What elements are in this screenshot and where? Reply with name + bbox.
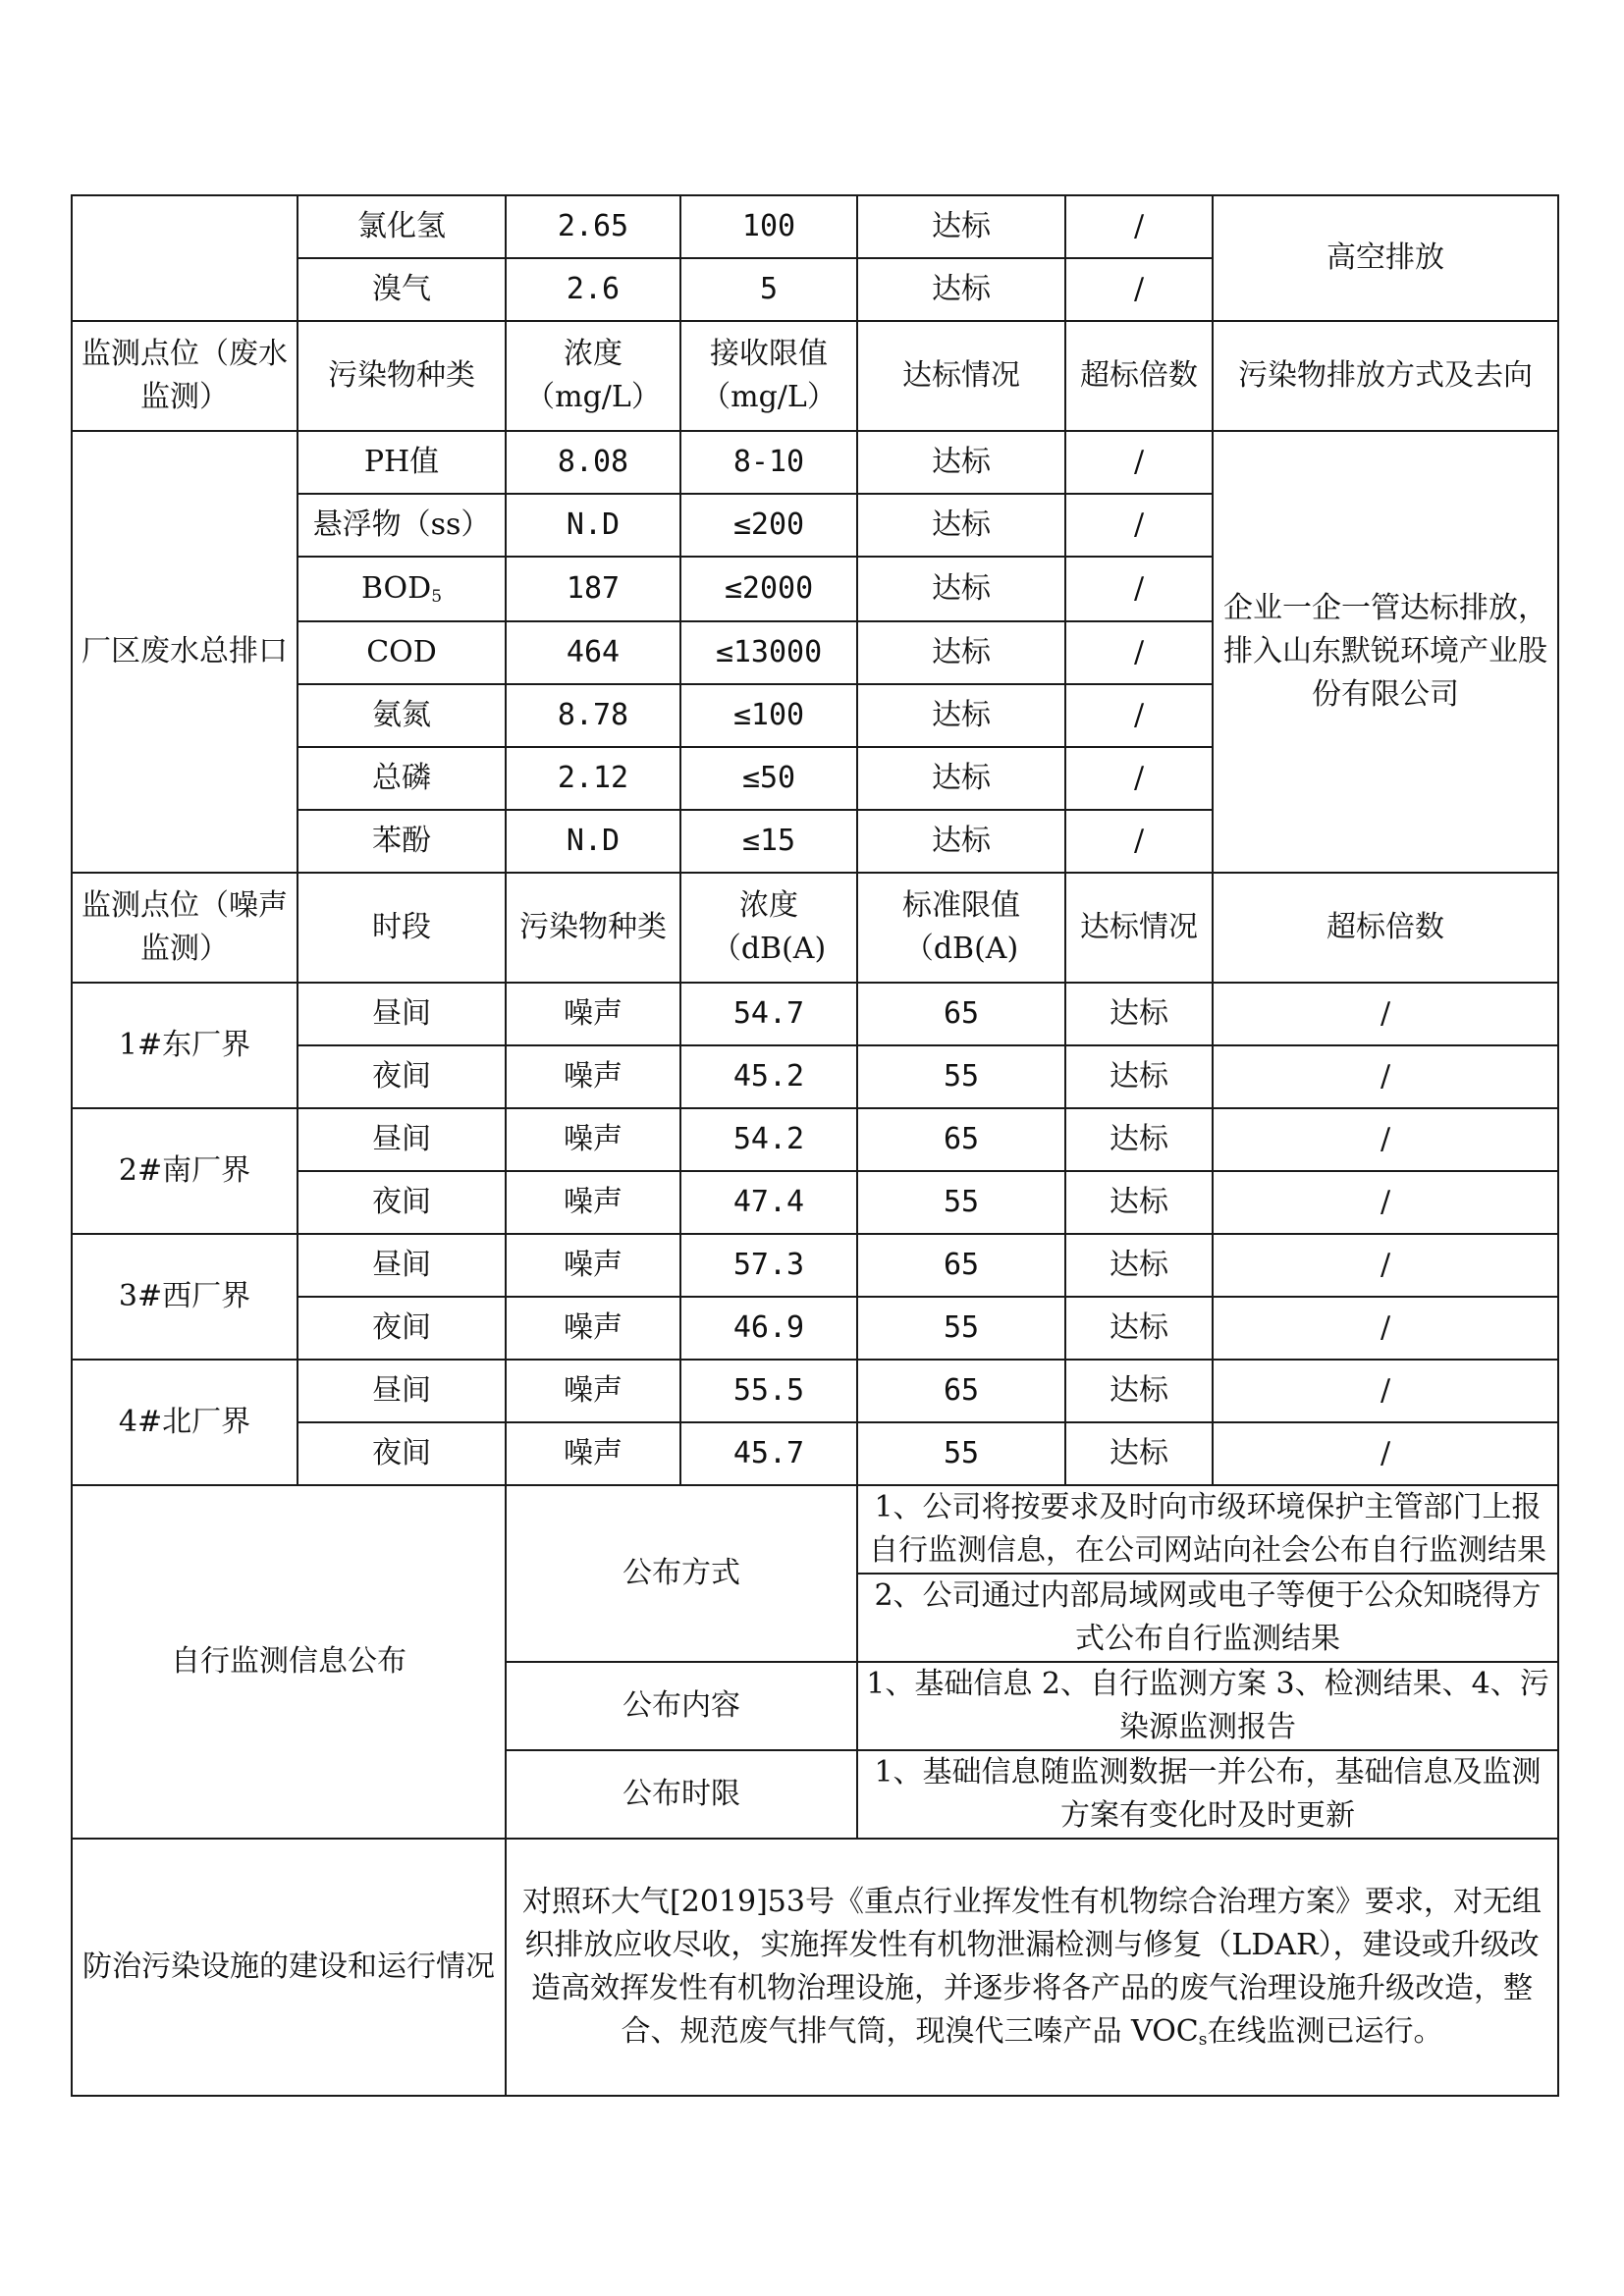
exceed-cell: /	[1065, 431, 1213, 494]
header-pollutant: 污染物种类	[298, 321, 506, 431]
air-point-cell	[72, 195, 298, 321]
limit-cell: 55	[857, 1297, 1065, 1360]
limit-cell: 55	[857, 1422, 1065, 1485]
exceed-cell: /	[1065, 494, 1213, 557]
limit-cell: ≤50	[680, 747, 857, 810]
limit-cell: 65	[857, 1108, 1065, 1171]
noise-point-cell: 4#北厂界	[72, 1360, 298, 1485]
bod-subscript: 5	[431, 587, 443, 607]
pollutant-cell: 溴气	[298, 258, 506, 321]
status-cell: 达标	[857, 431, 1065, 494]
noise-point-cell: 1#东厂界	[72, 983, 298, 1108]
pollutant-cell: COD	[298, 621, 506, 684]
table-row	[72, 1108, 1558, 1171]
status-cell: 达标	[1065, 1422, 1213, 1485]
pollutant-cell: PH值	[298, 431, 506, 494]
value-cell: 47.4	[680, 1171, 857, 1234]
header-limit: 接收限值（mg/L）	[680, 321, 857, 431]
value-cell: 45.2	[680, 1045, 857, 1108]
exceed-cell: /	[1213, 1297, 1558, 1360]
pollutant-cell: 噪声	[506, 1234, 680, 1297]
status-cell: 达标	[857, 258, 1065, 321]
table-row	[72, 431, 1558, 494]
value-cell: 57.3	[680, 1234, 857, 1297]
period-cell: 昼间	[298, 1360, 506, 1422]
pollutant-cell: 氨氮	[298, 684, 506, 747]
facilities-row	[72, 1839, 1558, 2096]
value-cell: 46.9	[680, 1297, 857, 1360]
period-cell: 昼间	[298, 983, 506, 1045]
status-cell: 达标	[857, 621, 1065, 684]
concentration-cell: 8.78	[506, 684, 680, 747]
exceed-cell: /	[1065, 684, 1213, 747]
value-cell: 54.7	[680, 983, 857, 1045]
status-cell: 达标	[857, 684, 1065, 747]
limit-cell: 8-10	[680, 431, 857, 494]
facilities-label: 防治污染设施的建设和运行情况	[72, 1839, 506, 2096]
monitoring-table	[71, 194, 1559, 2097]
exceed-cell: /	[1065, 621, 1213, 684]
concentration-cell: N.D	[506, 810, 680, 873]
limit-cell: ≤15	[680, 810, 857, 873]
exceed-cell: /	[1213, 1422, 1558, 1485]
exceed-cell: /	[1213, 1234, 1558, 1297]
period-cell: 夜间	[298, 1422, 506, 1485]
noise-header-row	[72, 873, 1558, 983]
exceed-cell: /	[1065, 195, 1213, 258]
header-pollutant: 污染物种类	[506, 873, 680, 983]
time-label: 公布时限	[506, 1750, 857, 1839]
exceed-cell: /	[1065, 747, 1213, 810]
wastewater-discharge-cell: 企业一企一管达标排放，排入山东默锐环境产业股份有限公司	[1213, 431, 1558, 873]
pollutant-cell: 噪声	[506, 1360, 680, 1422]
table-row	[72, 195, 1558, 258]
header-discharge: 污染物排放方式及去向	[1213, 321, 1558, 431]
status-cell: 达标	[1065, 1360, 1213, 1422]
period-cell: 夜间	[298, 1171, 506, 1234]
header-exceed: 超标倍数	[1065, 321, 1213, 431]
method-2-text: 2、公司通过内部局域网或电子等便于公众知晓得方式公布自行监测结果	[857, 1574, 1558, 1662]
limit-cell: 55	[857, 1171, 1065, 1234]
content-label: 公布内容	[506, 1662, 857, 1750]
facilities-text-tail: 在线监测已运行。	[1207, 2014, 1443, 2049]
exceed-cell: /	[1213, 1171, 1558, 1234]
limit-cell: 65	[857, 983, 1065, 1045]
method-1-text: 1、公司将按要求及时向市级环境保护主管部门上报自行监测信息，在公司网站向社会公布自行监测结果	[857, 1485, 1558, 1574]
limit-cell: 65	[857, 1360, 1065, 1422]
concentration-cell: N.D	[506, 494, 680, 557]
pollutant-cell: 噪声	[506, 983, 680, 1045]
limit-cell: ≤100	[680, 684, 857, 747]
noise-point-cell: 3#西厂界	[72, 1234, 298, 1360]
exceed-cell: /	[1065, 557, 1213, 621]
header-period: 时段	[298, 873, 506, 983]
status-cell: 达标	[1065, 1171, 1213, 1234]
facilities-text	[506, 1839, 1558, 2096]
disclosure-title: 自行监测信息公布	[72, 1485, 506, 1839]
limit-cell: 55	[857, 1045, 1065, 1108]
header-point: 监测点位（噪声监测）	[72, 873, 298, 983]
table-row	[72, 983, 1558, 1045]
table-row	[72, 1234, 1558, 1297]
header-exceed: 超标倍数	[1213, 873, 1558, 983]
pollutant-cell: 苯酚	[298, 810, 506, 873]
exceed-cell: /	[1213, 983, 1558, 1045]
discharge-mode-cell: 高空排放	[1213, 195, 1558, 321]
status-cell: 达标	[857, 557, 1065, 621]
exceed-cell: /	[1065, 258, 1213, 321]
pollutant-cell: 总磷	[298, 747, 506, 810]
limit-cell: ≤13000	[680, 621, 857, 684]
exceed-cell: /	[1213, 1045, 1558, 1108]
status-cell: 达标	[857, 195, 1065, 258]
limit-cell: 65	[857, 1234, 1065, 1297]
status-cell: 达标	[1065, 1234, 1213, 1297]
header-status: 达标情况	[857, 321, 1065, 431]
status-cell: 达标	[857, 747, 1065, 810]
period-cell: 夜间	[298, 1297, 506, 1360]
noise-point-cell: 2#南厂界	[72, 1108, 298, 1234]
status-cell: 达标	[1065, 1108, 1213, 1171]
concentration-cell: 2.65	[506, 195, 680, 258]
status-cell: 达标	[1065, 1297, 1213, 1360]
table-row	[72, 1360, 1558, 1422]
disclosure-row	[72, 1485, 1558, 1574]
value-cell: 45.7	[680, 1422, 857, 1485]
facilities-text-main: 对照环大气[2019]53号《重点行业挥发性有机物综合治理方案》要求，对无组织排放应收尽收，实施挥发性有机物泄漏检测与修复（LDAR），建设或升级改造高效挥发性有机物治理设施，并逐步将各产品的废气治理设施升级改造，整合、规范废气排气筒，现溴代三嗪产品 VOC	[522, 1885, 1542, 2049]
limit-cell: ≤2000	[680, 557, 857, 621]
content-text: 1、基础信息 2、自行监测方案 3、检测结果、4、污染源监测报告	[857, 1662, 1558, 1750]
concentration-cell: 2.6	[506, 258, 680, 321]
pollutant-cell: 噪声	[506, 1171, 680, 1234]
pollutant-cell: 噪声	[506, 1045, 680, 1108]
limit-cell: ≤200	[680, 494, 857, 557]
pollutant-cell: 悬浮物（ss）	[298, 494, 506, 557]
header-status: 达标情况	[1065, 873, 1213, 983]
concentration-cell: 187	[506, 557, 680, 621]
period-cell: 昼间	[298, 1234, 506, 1297]
concentration-cell: 2.12	[506, 747, 680, 810]
status-cell: 达标	[857, 810, 1065, 873]
header-concentration: 浓度（dB(A)	[680, 873, 857, 983]
wastewater-header-row	[72, 321, 1558, 431]
period-cell: 昼间	[298, 1108, 506, 1171]
concentration-cell: 464	[506, 621, 680, 684]
method-label: 公布方式	[506, 1485, 857, 1662]
pollutant-cell: 噪声	[506, 1422, 680, 1485]
status-cell: 达标	[1065, 1045, 1213, 1108]
value-cell: 55.5	[680, 1360, 857, 1422]
period-cell: 夜间	[298, 1045, 506, 1108]
exceed-cell: /	[1065, 810, 1213, 873]
wastewater-point-cell: 厂区废水总排口	[72, 431, 298, 873]
value-cell: 54.2	[680, 1108, 857, 1171]
exceed-cell: /	[1213, 1108, 1558, 1171]
header-concentration: 浓度（mg/L）	[506, 321, 680, 431]
time-text: 1、基础信息随监测数据一并公布，基础信息及监测方案有变化时及时更新	[857, 1750, 1558, 1839]
pollutant-cell	[298, 557, 506, 621]
status-cell: 达标	[857, 494, 1065, 557]
exceed-cell: /	[1213, 1360, 1558, 1422]
pollutant-cell: 噪声	[506, 1108, 680, 1171]
header-limit: 标准限值（dB(A)	[857, 873, 1065, 983]
pollutant-cell: 噪声	[506, 1297, 680, 1360]
header-point: 监测点位（废水监测）	[72, 321, 298, 431]
bod-label: BOD	[360, 571, 432, 606]
concentration-cell: 8.08	[506, 431, 680, 494]
limit-cell: 100	[680, 195, 857, 258]
pollutant-cell: 氯化氢	[298, 195, 506, 258]
status-cell: 达标	[1065, 983, 1213, 1045]
facilities-text-subscript: s	[1198, 2030, 1208, 2050]
limit-cell: 5	[680, 258, 857, 321]
